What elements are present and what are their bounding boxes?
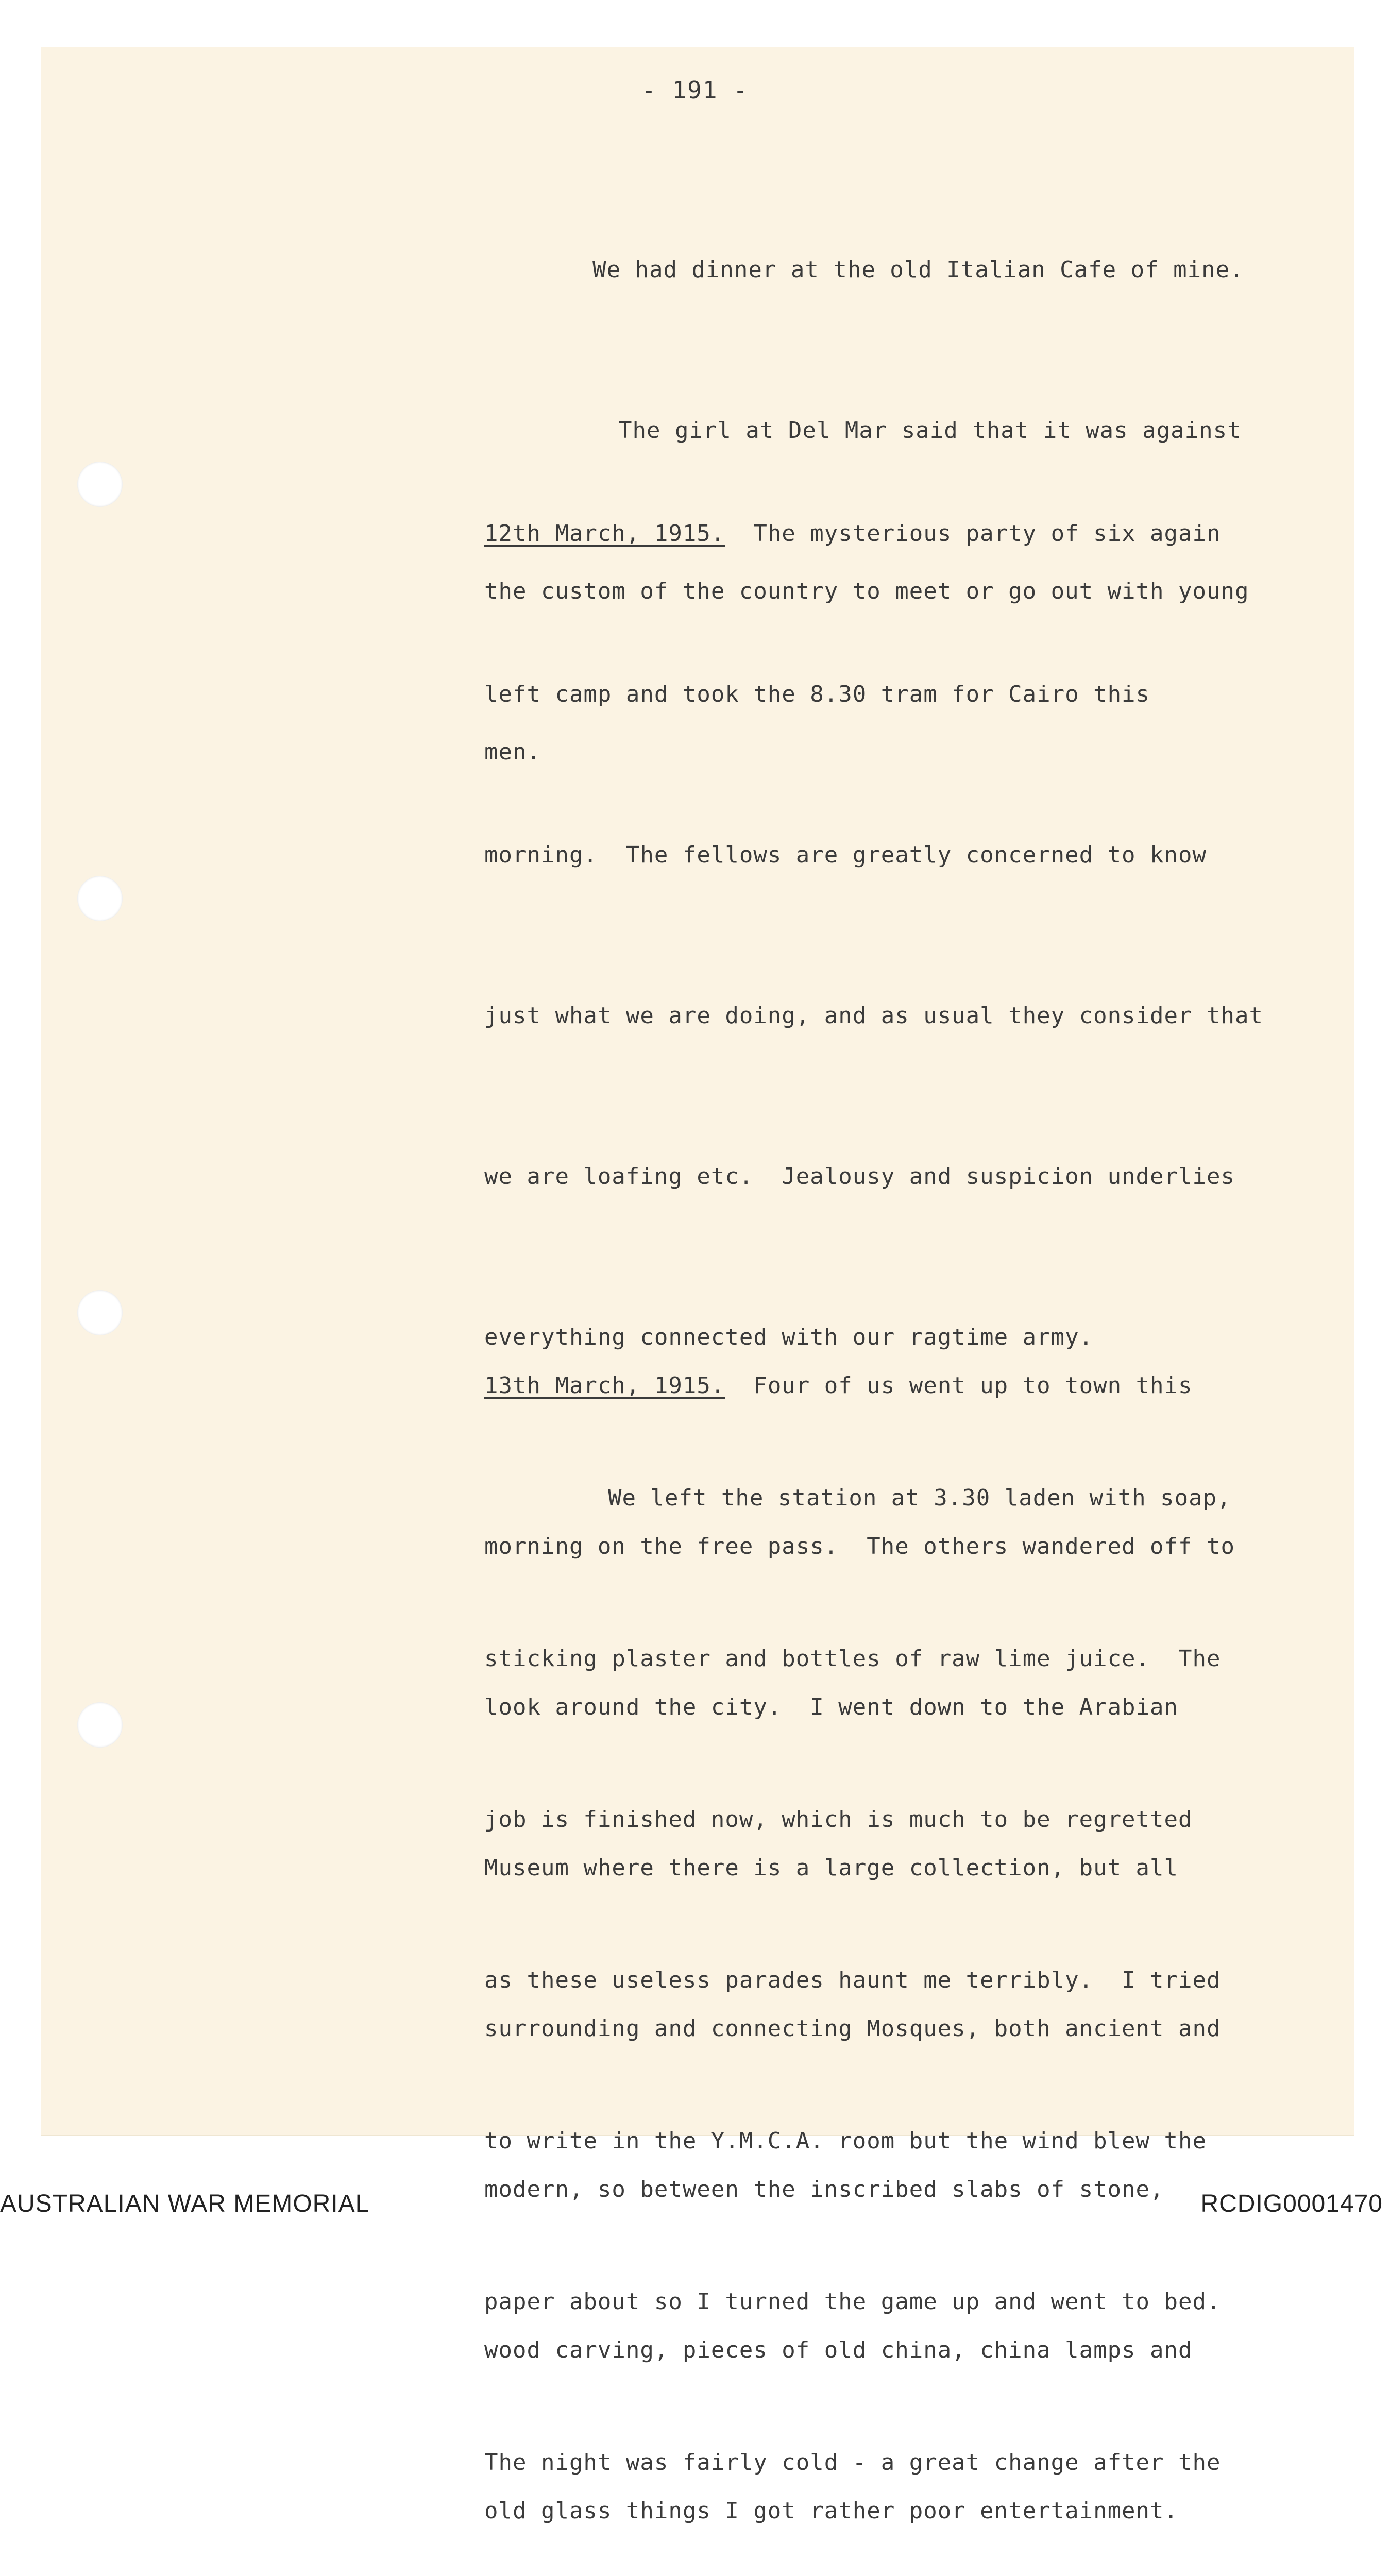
text-line: Museum where there is a large collection, but all xyxy=(484,1855,1179,1881)
text-line: surrounding and connecting Mosques, both ancient and xyxy=(484,2015,1221,2042)
text-line: old glass things I got rather poor entertainment. xyxy=(484,2498,1179,2524)
entry-first-line xyxy=(484,1359,1360,1413)
text-line: We had dinner at the old Italian Cafe of mine. xyxy=(592,257,1244,283)
text-line: we are loafing etc. Jealousy and suspicion underlies xyxy=(484,1163,1235,1190)
text-line: The night was fairly cold - a great change after the xyxy=(484,2449,1221,2476)
text-line: sticking plaster and bottles of raw lime juice. The xyxy=(484,1646,1221,1672)
text-line: just what we are doing, and as usual they consider that xyxy=(484,1003,1263,1029)
punch-hole-2 xyxy=(77,876,123,921)
text-line: men. xyxy=(484,739,541,765)
footer-institution: AUSTRALIAN WAR MEMORIAL xyxy=(0,2190,370,2217)
entry-date-heading: 12th March, 1915. xyxy=(484,520,725,547)
text-line: We left the station at 3.30 laden with soap, xyxy=(608,1485,1231,1511)
text-line: wood carving, pieces of old china, china lamps and xyxy=(484,2337,1193,2363)
text-line: look around the city. I went down to the Arabian xyxy=(484,1694,1179,1720)
entry-13-march xyxy=(484,1252,1360,2576)
text-line: job is finished now, which is much to be regretted xyxy=(484,1806,1193,1833)
text-line: paper about so I turned the game up and went to bed. xyxy=(484,2289,1221,2315)
text-line: Four of us went up to town this xyxy=(753,1372,1193,1399)
text-line: morning on the free pass. The others wandered off to xyxy=(484,1533,1235,1560)
page-number: - 191 - xyxy=(641,76,749,104)
text-line: The girl at Del Mar said that it was against xyxy=(618,417,1242,444)
punch-hole-1 xyxy=(77,462,123,507)
punch-hole-3 xyxy=(77,1290,123,1335)
text-line: The mysterious party of six again xyxy=(753,520,1221,547)
entry-first-line xyxy=(484,507,1360,561)
text-line: modern, so between the inscribed slabs of stone, xyxy=(484,2176,1164,2202)
text-line: as these useless parades haunt me terribly. I tried xyxy=(484,1967,1221,1993)
footer-record-id: RCDIG0001470 xyxy=(1200,2190,1383,2217)
text-line: left camp and took the 8.30 tram for Cairo this xyxy=(484,681,1150,707)
text-line: the custom of the country to meet or go out with young xyxy=(484,578,1249,604)
text-line: to write in the Y.M.C.A. room but the wind blew the xyxy=(484,2128,1207,2154)
text-line: morning. The fellows are greatly concerned to know xyxy=(484,842,1207,868)
punch-hole-4 xyxy=(77,1702,123,1748)
text-line: everything connected with our ragtime army. xyxy=(484,1324,1094,1350)
entry-date-heading: 13th March, 1915. xyxy=(484,1372,725,1399)
